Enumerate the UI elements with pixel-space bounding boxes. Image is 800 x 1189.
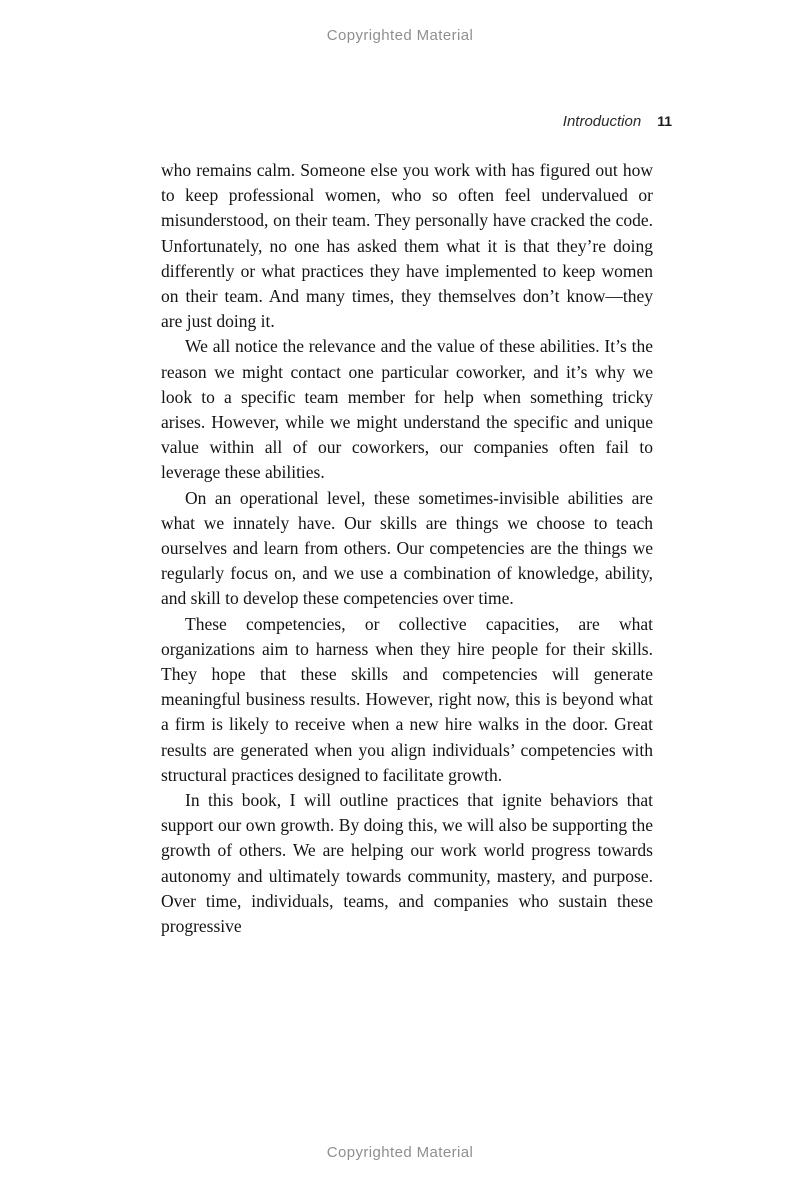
body-paragraph: On an operational level, these sometimes-invisible abilities are what we innately have. Our skills are things we choose to teach ourselves and learn from others. Our competencies are the things we regularly focus on, and we use a combination of knowledge, ability, and skill to develop these competencies over time.: [161, 487, 653, 609]
chapter-title: Introduction: [562, 113, 642, 130]
body-text-block: [161, 158, 653, 939]
body-paragraph: These competencies, or collective capacities, are what organizations aim to harness when they hire people for their skills. They hope that these skills and competencies will generate meaningful business results. However, right now, this is beyond what a firm is likely to receive when a new hire walks in the door. Great results are generated when you align individuals’ competencies with structural practices designed to facilitate growth.: [161, 613, 653, 785]
page-number: 11: [657, 113, 672, 129]
copyright-notice-bottom: Copyrighted Material: [326, 1144, 474, 1161]
copyright-notice-top: Copyrighted Material: [326, 27, 474, 44]
running-header: [160, 113, 672, 131]
body-paragraph: We all notice the relevance and the value of these abilities. It’s the reason we might contact one particular coworker, and it’s why we look to a specific team member for help when something tricky arises. However, while we might understand the specific and unique value within all of our coworkers, our companies often fail to leverage these abilities.: [161, 336, 653, 483]
body-paragraph: who remains calm. Someone else you work with has figured out how to keep professional women, who so often feel undervalued or misunderstood, on their team. They personally have cracked the code. Unfortunately, no one has asked them what it is that they’re doing differently or what practices they have implemented to keep women on their team. And many times, they themselves don’t know—they are just doing it.: [161, 160, 653, 332]
body-paragraph: In this book, I will outline practices that ignite behaviors that support our own growth. By doing this, we will also be supporting the growth of others. We are helping our work world progress towards autonomy and ultimately towards community, mastery, and purpose. Over time, individuals, teams, and companies who sustain these progressive: [161, 790, 653, 937]
